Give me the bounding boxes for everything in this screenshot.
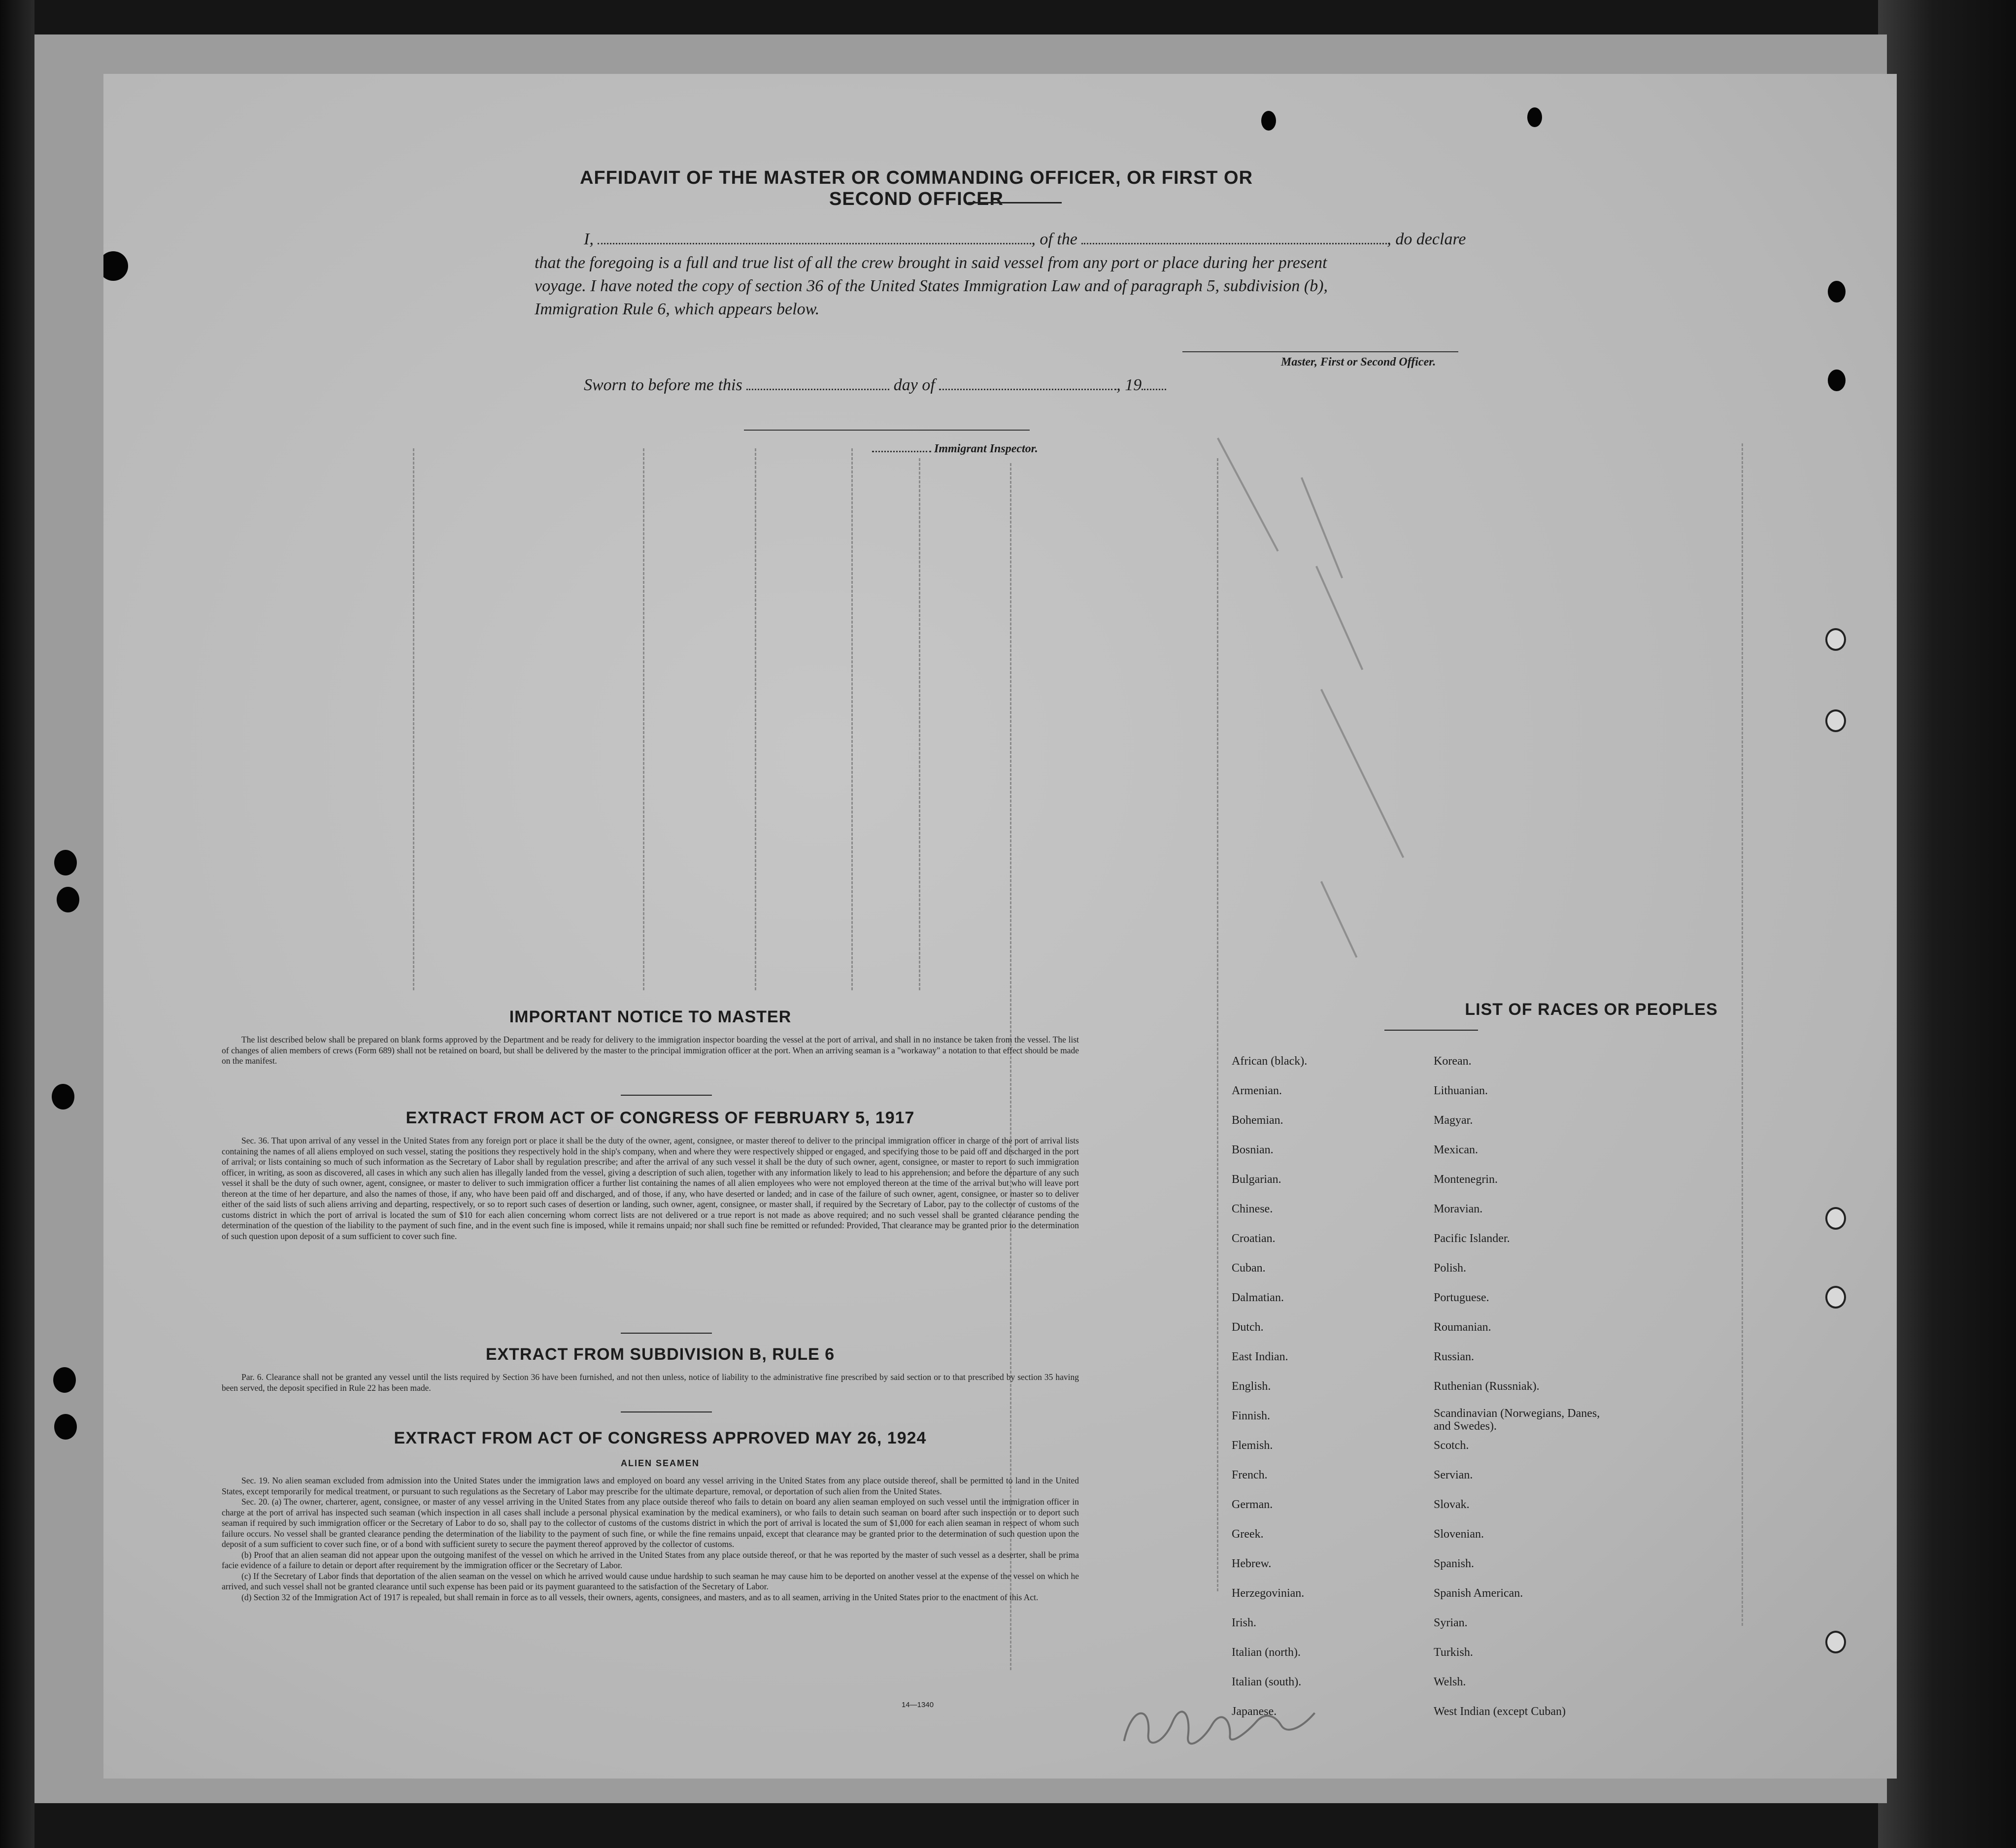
notice-text bbox=[222, 1035, 1079, 1067]
race-item: Herzegovinian. bbox=[1232, 1587, 1305, 1600]
pencil-mark bbox=[1320, 689, 1404, 858]
race-item: English. bbox=[1232, 1380, 1271, 1393]
race-item: East Indian. bbox=[1232, 1350, 1288, 1363]
race-item: Croatian. bbox=[1232, 1232, 1276, 1245]
inspector-line bbox=[872, 442, 1038, 456]
race-item: Greek. bbox=[1232, 1528, 1264, 1541]
race-item: Dutch. bbox=[1232, 1321, 1264, 1334]
race-item: Dalmatian. bbox=[1232, 1291, 1284, 1304]
eyelet bbox=[1825, 628, 1846, 651]
race-item: Irish. bbox=[1232, 1616, 1256, 1629]
column-rule bbox=[851, 448, 853, 990]
binder-hole bbox=[54, 850, 77, 875]
eyelet bbox=[1825, 1286, 1846, 1309]
scan-border-right bbox=[1878, 0, 2016, 1848]
affidavit-title: AFFIDAVIT OF THE MASTER OR COMMANDING OFFICER, OR FIRST OR SECOND OFFICER bbox=[579, 168, 1253, 209]
race-item: Portuguese. bbox=[1434, 1291, 1489, 1304]
notice-paragraph: The list described below shall be prepared on blank forms approved by the Department and be ready for delivery to the immigration inspector boarding the vessel at the port of arrival, and shall in no instance be taken from the vessel. The list of changes of alien members of crews (Form 689) shall not be retained on board, but shall be delivered by the master to the principal immigration officer at the port. When an arriving seaman is a "workaway" a notation to that effect should be made on the manifest. bbox=[222, 1035, 1079, 1066]
section-rule bbox=[621, 1411, 712, 1412]
sec20a-paragraph: Sec. 20. (a) The owner, charterer, agent, consignee, or master of any vessel arriving in the United States from any place outside thereof who fails to detain on board any alien seaman employed on such vessel until the immigration officer in charge at the port of arrival has inspected such seaman (which inspection in all cases shall include a personal physical examination by the medical examiners), or who fails to detain such seaman on board after such inspection or to deport such seaman if required by such immigration officer or the Secretary of Labor to do so, shall pay to the collector of customs of the customs district in which the port of arrival is located the sum of $1,000 for each alien seaman in respect of whom such failure occurs. No vessel shall be granted clearance pending the determination of the liability to the payment of such fine, or while the fine remains unpaid, except that clearance may be granted prior to the determination of such question upon the deposit of a sum sufficient to cover such fine, or of a bond with sufficient surety to secure the payment thereof approved by the collector of customs. bbox=[222, 1497, 1079, 1549]
sworn-day-field[interactable] bbox=[746, 377, 889, 390]
race-item: Italian (north). bbox=[1232, 1646, 1301, 1659]
race-item: Chinese. bbox=[1232, 1203, 1273, 1215]
handwritten-signature bbox=[1116, 1683, 1327, 1770]
section-rule bbox=[621, 1333, 712, 1334]
par6-paragraph: Par. 6. Clearance shall not be granted any vessel until the lists required by Section 36 have been furnished, and not then unless, notice of liability to the administrative fine prescribed by said section or to that prescribed by section 35 having been served, the deposit specified in Rule 22 has been made. bbox=[222, 1372, 1079, 1393]
column-rule bbox=[755, 448, 756, 990]
race-item: Flemish. bbox=[1232, 1439, 1273, 1452]
race-item: Pacific Islander. bbox=[1434, 1232, 1510, 1245]
sec36-paragraph: Sec. 36. That upon arrival of any vessel in the United States from any foreign port or place it shall be the duty of the owner, agent, consignee, or master thereof to deliver to the principal immigration officer in charge of the port of arrival lists containing the names of all aliens employed on such vessel, stating the positions they respectively hold in the ship's company, when and where they were respectively shipped or engaged, and specifying those to be paid off and discharged in the port of arrival; or lists containing so much of such information as the Secretary of Labor shall by regulation prescribe; and after the arrival of any such vessel it shall be the duty of such owner, agent, consignee, or master to report to such immigration officer, in writing, as soon as discovered, all cases in which any such alien has illegally landed from the vessel, giving a description of such alien, together with any information likely to lead to his apprehension; and before the departure of any such vessel it shall be the duty of such owner, agent, consignee, or master to deliver to such immigration officer a further list containing the names of all alien employees who were not employed thereon at the time of the arrival but who will leave port thereon at the time of her departure, and also the names of those, if any, who have been paid off and discharged, and of those, if any, who have deserted or landed; and in case of the failure of such owner, agent, consignee, or master so to deliver either of the said lists of such aliens arriving and departing, respectively, or so to report such cases of desertion or landing, such owner, agent, consignee, or master shall, if required by the Secretary of Labor, pay to the collector of customs of the customs district in which the port of arrival is located the sum of $10 for each alien concerning whom correct lists are not delivered or a true report is not made as above required; and no such vessel shall be granted clearance pending the determination of the question of the liability to the payment of such fine, and in the event such fine is imposed, while it remains unpaid; nor shall such fine be remitted or refunded: Provided, That clearance may be granted prior to the determination of such question upon deposit of a sum sufficient to cover such fine. bbox=[222, 1136, 1079, 1241]
races-title: LIST OF RACES OR PEOPLES bbox=[1465, 1000, 1718, 1019]
race-item: Bosnian. bbox=[1232, 1143, 1274, 1156]
extract-1924-text bbox=[222, 1476, 1079, 1603]
affidavit-of-the: , of the bbox=[1031, 230, 1077, 248]
punch-hole bbox=[1261, 111, 1276, 131]
race-item: Bulgarian. bbox=[1232, 1173, 1281, 1186]
column-rule bbox=[643, 448, 644, 990]
extract-rule6-title: EXTRACT FROM SUBDIVISION B, RULE 6 bbox=[485, 1345, 835, 1364]
race-item: Scandinavian (Norwegians, Danes, and Swedes). bbox=[1434, 1407, 1600, 1433]
punch-hole bbox=[103, 251, 128, 281]
sworn-month-field[interactable] bbox=[939, 377, 1116, 390]
race-item: Scotch. bbox=[1434, 1439, 1469, 1452]
race-item: French. bbox=[1232, 1469, 1268, 1481]
punch-hole bbox=[1527, 107, 1542, 127]
signature-scrawl bbox=[1116, 1683, 1327, 1761]
binder-hole bbox=[57, 887, 79, 912]
sec20c-paragraph: (c) If the Secretary of Labor finds that deportation of the alien seaman on the vessel on which he arrived would cause undue hardship to such seaman he may cause him to be deported on another vessel at the expense of the vessel on which he arrived, and such vessel shall not be granted clearance until such expense has been paid or its payment guaranteed to the satisfaction of the Secretary of Labor. bbox=[222, 1571, 1079, 1591]
race-item: Ruthenian (Russniak). bbox=[1434, 1380, 1540, 1393]
race-item: Roumanian. bbox=[1434, 1321, 1491, 1334]
eyelet bbox=[1825, 709, 1846, 732]
column-rule bbox=[1217, 458, 1218, 1591]
race-item: African (black). bbox=[1232, 1055, 1308, 1068]
race-item: Japanese. bbox=[1232, 1705, 1277, 1718]
master-signature-line[interactable] bbox=[1182, 351, 1458, 352]
extract-rule6-text bbox=[222, 1372, 1079, 1393]
race-item: Servian. bbox=[1434, 1469, 1473, 1481]
title-rule bbox=[968, 202, 1062, 203]
master-label: Master, First or Second Officer. bbox=[1281, 356, 1436, 369]
affidavit-line-4: Immigration Rule 6, which appears below. bbox=[535, 300, 820, 318]
race-item: Slovenian. bbox=[1434, 1528, 1484, 1541]
race-item: German. bbox=[1232, 1498, 1273, 1511]
race-item: Russian. bbox=[1434, 1350, 1475, 1363]
scan-border-left bbox=[0, 0, 34, 1848]
pencil-mark bbox=[1301, 477, 1343, 578]
race-item: Welsh. bbox=[1434, 1676, 1466, 1688]
section-rule bbox=[621, 1095, 712, 1096]
vessel-field[interactable] bbox=[1081, 231, 1387, 244]
race-item: Polish. bbox=[1434, 1262, 1467, 1275]
day-of: day of bbox=[893, 376, 935, 394]
race-item: Magyar. bbox=[1434, 1114, 1473, 1127]
binder-hole bbox=[52, 1084, 74, 1109]
inspector-signature-line[interactable] bbox=[744, 430, 1030, 431]
extract-1917-text bbox=[222, 1136, 1079, 1242]
race-item: Montenegrin. bbox=[1434, 1173, 1498, 1186]
extract-1924-title: EXTRACT FROM ACT OF CONGRESS APPROVED MAY 26, 1924 bbox=[394, 1429, 927, 1447]
alien-seamen-subtitle: ALIEN SEAMEN bbox=[620, 1458, 700, 1468]
race-item: Italian (south). bbox=[1232, 1676, 1302, 1688]
race-item: Korean. bbox=[1434, 1055, 1472, 1068]
sworn-year-field[interactable] bbox=[1142, 377, 1166, 390]
race-item: Armenian. bbox=[1232, 1084, 1282, 1097]
race-item: West Indian (except Cuban) bbox=[1434, 1705, 1566, 1718]
race-item: Lithuanian. bbox=[1434, 1084, 1488, 1097]
race-item: Mexican. bbox=[1434, 1143, 1478, 1156]
race-item: Bohemian. bbox=[1232, 1114, 1283, 1127]
race-item: Cuban. bbox=[1232, 1262, 1266, 1275]
sec20b-paragraph: (b) Proof that an alien seaman did not appear upon the outgoing manifest of the vessel on which he arrived in the United States from any place outside thereof, or that he was reported by the master of such vessel as a deserter, shall be prima facie evidence of a failure to detain or deport after requirement by the immigration officer or the Secretary of Labor. bbox=[222, 1549, 1079, 1570]
column-rule bbox=[919, 458, 920, 990]
form-number: 14—1340 bbox=[902, 1701, 934, 1709]
affidavit-line-1 bbox=[584, 228, 1520, 251]
notice-title: IMPORTANT NOTICE TO MASTER bbox=[509, 1008, 792, 1026]
race-item: Syrian. bbox=[1434, 1616, 1468, 1629]
pencil-mark bbox=[1315, 566, 1363, 670]
binder-hole bbox=[53, 1367, 76, 1393]
year-prefix: , 19 bbox=[1116, 376, 1142, 394]
column-rule bbox=[413, 448, 414, 990]
affidavit-declare: , do declare bbox=[1387, 230, 1466, 248]
manifest-sheet bbox=[103, 74, 1897, 1779]
eyelet bbox=[1825, 1207, 1846, 1230]
extract-1917-title: EXTRACT FROM ACT OF CONGRESS OF FEBRUARY 5, 1917 bbox=[405, 1109, 915, 1127]
pencil-mark bbox=[1217, 437, 1279, 551]
column-rule bbox=[1742, 443, 1743, 1626]
sworn-line bbox=[584, 373, 1274, 397]
name-field[interactable] bbox=[598, 231, 1031, 244]
punch-hole bbox=[1828, 370, 1846, 391]
punch-hole bbox=[1828, 281, 1846, 302]
race-item: Moravian. bbox=[1434, 1203, 1483, 1215]
race-item: Spanish. bbox=[1434, 1557, 1475, 1570]
race-item: Turkish. bbox=[1434, 1646, 1473, 1659]
inspector-dots bbox=[872, 444, 931, 452]
race-item: Finnish. bbox=[1232, 1410, 1271, 1422]
pencil-mark bbox=[1320, 881, 1357, 958]
races-title-rule bbox=[1384, 1030, 1478, 1031]
sec19-paragraph: Sec. 19. No alien seaman excluded from admission into the United States under the immigration laws and employed on board any vessel arriving in the United States from any place outside thereof, shall be permitted to land in the United States, except temporarily for medical treatment, or pursuant to such regulations as the Secretary of Labor may prescribe for the ultimate departure, removal, or deportation of such alien from the United States. bbox=[222, 1476, 1079, 1496]
binder-hole bbox=[54, 1414, 77, 1440]
affidavit-line-2: that the foregoing is a full and true list of all the crew brought in said vessel from any port or place during her present bbox=[535, 254, 1327, 272]
eyelet bbox=[1825, 1631, 1846, 1653]
race-item: Slovak. bbox=[1434, 1498, 1470, 1511]
sec20d-paragraph: (d) Section 32 of the Immigration Act of 1917 is repealed, but shall remain in force as to all vessels, their owners, agents, consignees, and masters, and as to all seamen, arriving in the United States prior to the enactment of this Act. bbox=[241, 1592, 1039, 1602]
race-item: Hebrew. bbox=[1232, 1557, 1272, 1570]
affidavit-i: I, bbox=[584, 230, 594, 248]
inspector-label: Immigrant Inspector. bbox=[934, 442, 1038, 455]
race-item: Spanish American. bbox=[1434, 1587, 1523, 1600]
affidavit-line-3: voyage. I have noted the copy of section 36 of the United States Immigration Law and of paragraph 5, subdivision (b), bbox=[535, 277, 1328, 295]
sworn-before: Sworn to before me this bbox=[584, 376, 742, 394]
